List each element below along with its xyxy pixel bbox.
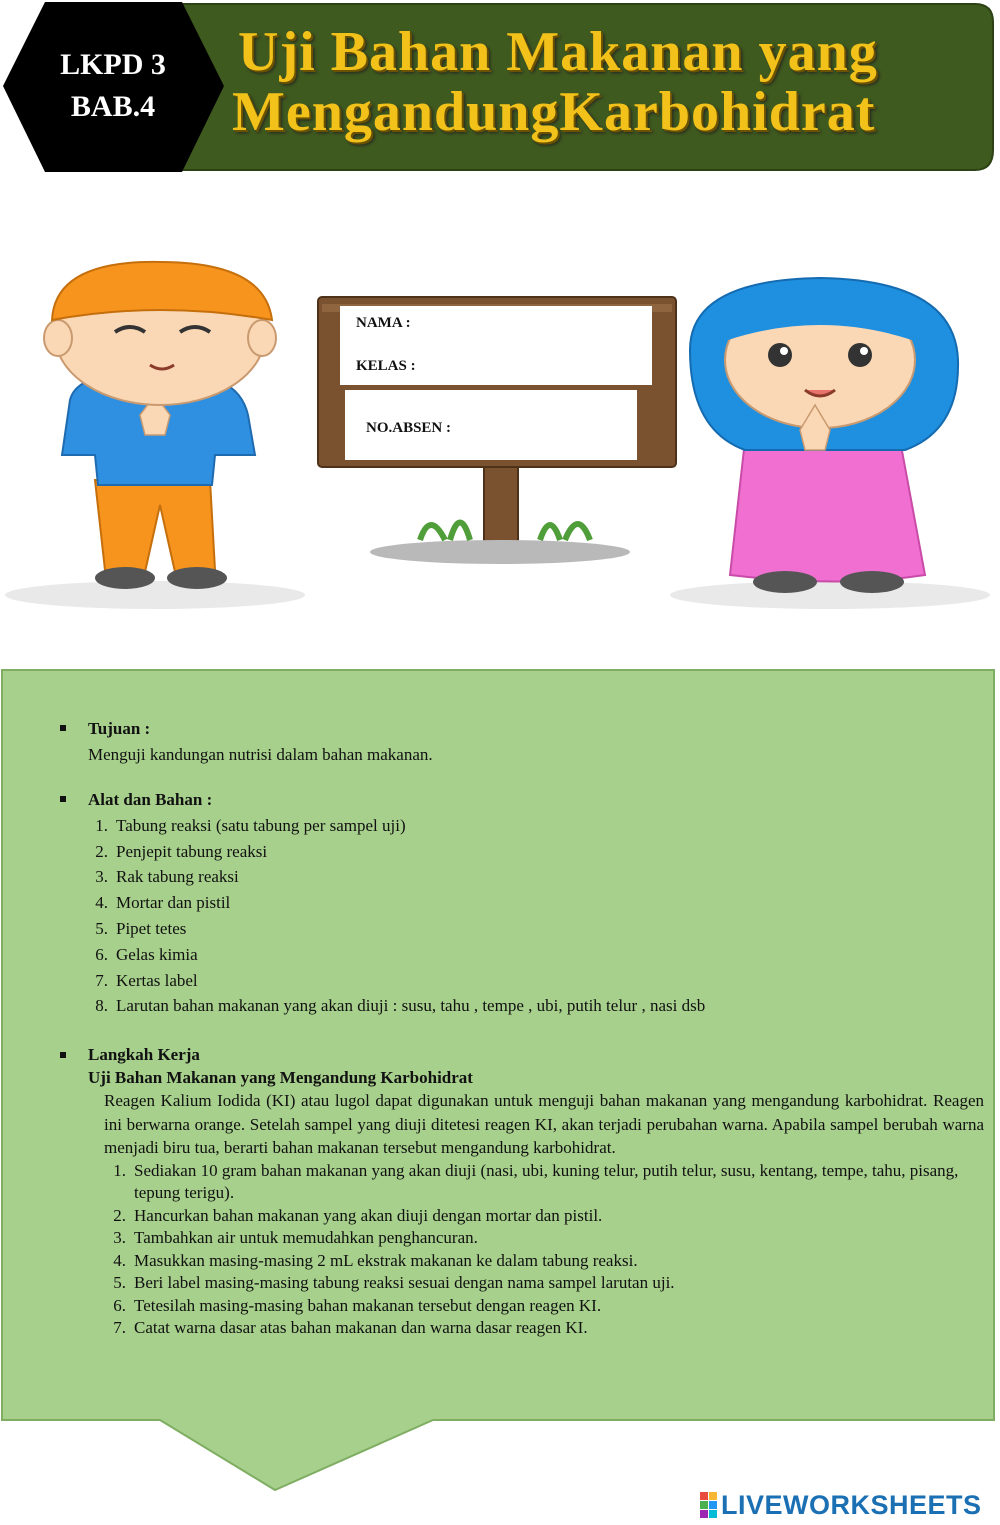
logo-grid-icon <box>700 1492 717 1518</box>
step-item-text: Hancurkan bahan makanan yang akan diuji dengan mortar dan pistil. <box>134 1205 603 1225</box>
worksheet-content <box>60 716 984 1340</box>
step-item-number: 4. <box>113 1250 126 1270</box>
title-line-1: Uji Bahan Makanan yang <box>238 21 878 83</box>
greeting-illustration <box>0 240 1000 620</box>
alat-item-text: Tabung reaksi (satu tabung per sampel uji) <box>116 815 406 835</box>
step-item-number: 2. <box>113 1205 126 1225</box>
step-item-text: Tetesilah masing-masing bahan makanan tersebut dengan reagen KI. <box>134 1295 602 1315</box>
alat-item <box>88 968 984 994</box>
alat-item-number: 8. <box>95 996 108 1016</box>
alat-item-number: 5. <box>95 918 108 938</box>
alat-item-number: 1. <box>95 815 108 835</box>
girl-figure <box>690 278 958 593</box>
langkah-subtitle: Uji Bahan Makanan yang Mengandung Karbohidrat <box>88 1068 473 1088</box>
alat-item <box>88 942 984 968</box>
absen-label: NO.ABSEN : <box>366 420 452 436</box>
kelas-label: KELAS : <box>356 358 416 374</box>
square-bullet-icon <box>60 796 66 802</box>
alat-item-number: 6. <box>95 944 108 964</box>
badge-line-2: BAB.4 <box>70 90 156 123</box>
alat-item <box>88 993 984 1019</box>
step-item <box>104 1295 984 1318</box>
step-item-text: Catat warna dasar atas bahan makanan dan warna dasar reagen KI. <box>134 1318 588 1338</box>
tujuan-title: Tujuan : <box>88 719 151 738</box>
step-item <box>104 1272 984 1295</box>
alat-title: Alat dan Bahan : <box>88 790 213 810</box>
alat-item-number: 2. <box>95 841 108 861</box>
badge-line-1: LKPD 3 <box>60 48 166 81</box>
alat-list <box>88 813 984 1019</box>
alat-item-text: Mortar dan pistil <box>116 893 231 913</box>
boy-figure <box>44 262 276 589</box>
alat-section <box>60 787 984 1019</box>
step-item-number: 1. <box>113 1160 126 1180</box>
step-item-text: Beri label masing-masing tabung reaksi sesuai dengan nama sampel larutan uji. <box>134 1273 675 1293</box>
lkpd-badge <box>28 44 198 128</box>
langkah-section <box>60 1043 984 1340</box>
alat-item-number: 7. <box>95 970 108 990</box>
nama-label: NAMA : <box>356 315 411 331</box>
langkah-paragraph: Reagen Kalium Iodida (KI) atau lugol dapat digunakan untuk menguji bahan makanan yang mengandung karbohidrat. Reagen ini berwarna orange. Setelah sampel yang diuji ditetesi reagen KI, akan terjadi perubahan warna. Apabila sampel berubah warna menjadi biru tua, berarti bahan makanan tersebut mengandung karbohidrat. <box>104 1091 984 1158</box>
logo-text: LIVEWORKSHEETS <box>721 1489 982 1520</box>
square-bullet-icon <box>60 1052 66 1058</box>
alat-item <box>88 864 984 890</box>
steps-list <box>88 1160 984 1340</box>
header-banner <box>0 0 1000 178</box>
step-item <box>104 1227 984 1250</box>
step-item <box>104 1205 984 1228</box>
alat-item-text: Kertas label <box>116 970 198 990</box>
step-item-text: Masukkan masing-masing 2 mL ekstrak makanan ke dalam tabung reaksi. <box>134 1250 638 1270</box>
alat-item <box>88 916 984 942</box>
alat-item-text: Gelas kimia <box>116 944 198 964</box>
alat-item-text: Penjepit tabung reaksi <box>116 841 268 861</box>
step-item-number: 6. <box>113 1295 126 1315</box>
step-item <box>104 1317 984 1340</box>
tujuan-section <box>60 716 984 767</box>
title-line-2: MengandungKarbohidrat <box>232 81 876 143</box>
liveworksheets-logo <box>700 1490 982 1520</box>
langkah-title: Langkah Kerja <box>88 1045 200 1065</box>
step-item-text: Sediakan 10 gram bahan makanan yang akan diuji (nasi, ubi, kuning telur, putih telur, susu, kentang, tempe, tahu, pisang, tepung terigu). <box>134 1160 959 1203</box>
alat-item <box>88 813 984 839</box>
step-item-number: 7. <box>113 1318 126 1338</box>
step-item-text: Tambahkan air untuk memudahkan penghancuran. <box>134 1228 478 1248</box>
step-item <box>104 1250 984 1273</box>
alat-item-text: Rak tabung reaksi <box>116 867 239 887</box>
alat-item-text: Larutan bahan makanan yang akan diuji : susu, tahu , tempe , ubi, putih telur , nasi dsb <box>116 996 706 1016</box>
page-title <box>232 22 972 142</box>
alat-item-text: Pipet tetes <box>116 918 187 938</box>
alat-item <box>88 839 984 865</box>
step-item <box>104 1160 984 1205</box>
step-item-number: 5. <box>113 1273 126 1293</box>
illustration-art <box>0 240 1000 620</box>
alat-item-number: 3. <box>95 867 108 887</box>
square-bullet-icon <box>60 725 66 731</box>
tujuan-text: Menguji kandungan nutrisi dalam bahan makanan. <box>88 744 433 764</box>
alat-item <box>88 890 984 916</box>
step-item-number: 3. <box>113 1228 126 1248</box>
alat-item-number: 4. <box>95 893 108 913</box>
